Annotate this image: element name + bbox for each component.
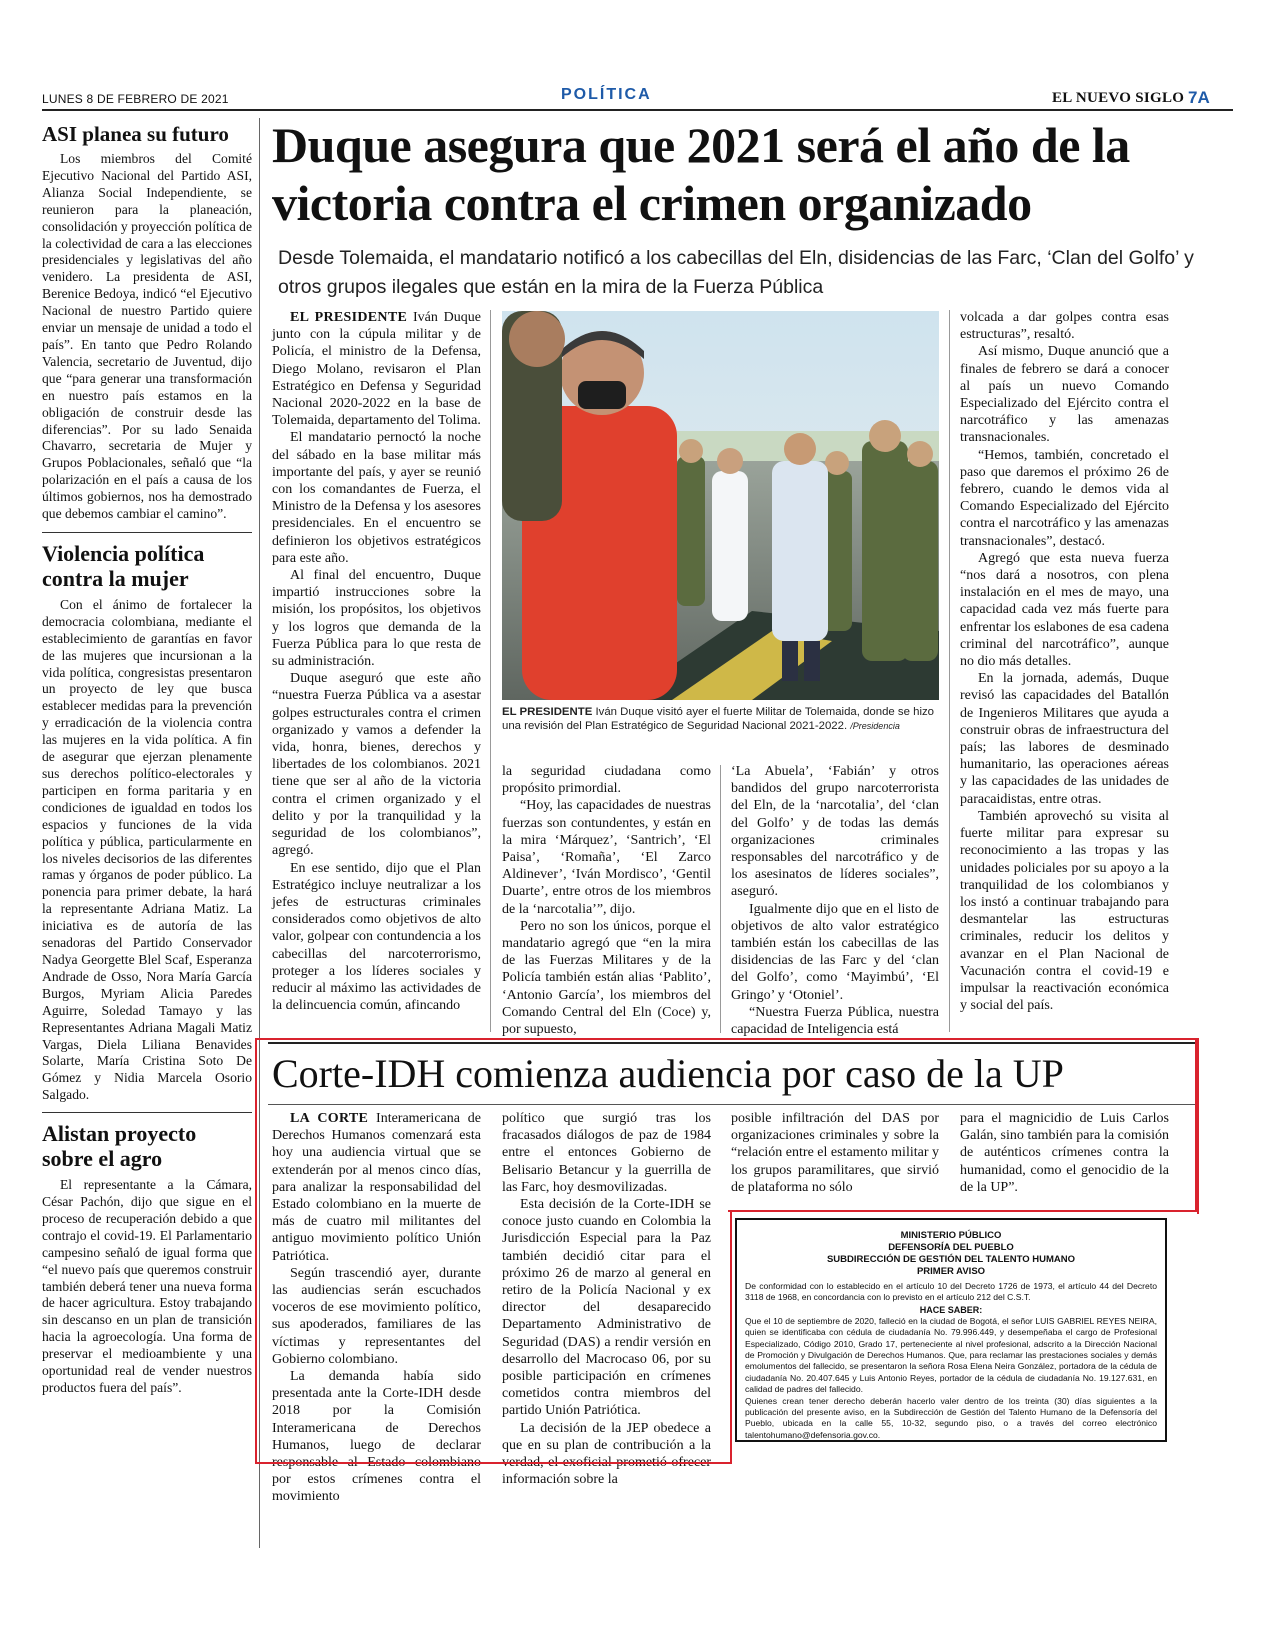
- photo-caption: [502, 705, 939, 733]
- second-col2-p2: Esta decisión de la Corte-IDH se conoce justo cuando en Colombia la Jurisdicción Especial para la Paz también decidió citar para el próximo 26 de marzo al general en retiro de la Policía Nacional y ex director del desaparecido Departamento Administrativo de Seguridad (DAS) a rendir versión en desarrollo del Macrocaso 06, por su posible participación en crímenes cometidos contra miembros del partido Unión Patriótica.: [502, 1197, 711, 1419]
- main-headline: Duque asegura que 2021 será el año de la victoria contra el crimen organizado: [272, 117, 1130, 231]
- highlight-box-right: [1195, 1038, 1197, 1212]
- notice-aviso: PRIMER AVISO: [916, 1266, 986, 1277]
- legal-notice: [735, 1218, 1167, 1442]
- header-date: LUNES 8 DE FEBRERO DE 2021: [42, 92, 229, 106]
- main-col1-p3: Al final del encuentro, Duque impartió instrucciones sobre la misión, los propósitos, los objetivos y los logros que demanda de la Fuerza Pública para lo que resta de su administración.: [272, 568, 481, 670]
- notice-subdireccion: SUBDIRECCIÓN DE GESTIÓN DEL TALENTO HUMANO: [826, 1254, 1076, 1265]
- main-col3-p3: “Nuestra Fuerza Pública, nuestra capacidad de Inteligencia está: [731, 1004, 939, 1038]
- sidebar-headline-violencia: Violencia política contra la mujer: [42, 540, 205, 591]
- notice-p2: Que el 10 de septiembre de 2020, falleció en la ciudad de Bogotá, el señor LUIS GABRIEL REYES NEIRA, quien se identificaba con cédula de ciudadanía No. 79.996.449, y desempeñaba el cargo de Profesional Especializado, Código 2010, Grado 17, perteneciente al nivel profesional, adscrito a la Dirección Nacional de Promoción y Divulgación de Derechos Humanos. Que, para reclamar las prestaciones sociales y demás emolumentos del fallecido, se presentaron la señora Rosa Elena Neira González, portadora de la cédula de ciudadanía No. 20.407.645 y Luis Antonio Reyes, portador de la cédula de ciudadanía No. 19.127.631, en calidad de padres del fallecido.: [745, 1315, 1157, 1395]
- main-col2-p2: “Hoy, las capacidades de nuestras fuerzas son contundentes, y están en la mira ‘Márquez’, ‘Santrich’, ‘El Paisa’, ‘Romaña’, ‘El Zarco Aldinever’, ‘Iván Mordisco’, ‘Gentil Duarte’, entre otros de los miembros de la ‘narcotalia’”, dijo.: [502, 798, 711, 917]
- sidebar-story-violencia-body: Con el ánimo de fortalecer la democracia colombiana, mediante el establecimiento de garantías en favor de las mujeres que incursionan a la vida política, congresistas presentaron un proyecto de ley que busca establecer medidas para la prevención y erradicación de la violencia contra las mujeres en la vida política. A fin de asegurar que ejerzan plenamente sus derechos político-electorales y participen en forma paritaria y en condiciones de igualdad en todos los espacios y funciones de la vida política y pública, particularmente en los niveles decisorios de las diferentes ramas y órganos de poder público. La ponencia para primer debate, la hará la representante Adriana Matiz. La iniciativa es de autoría de las senadoras del Partido Conservador Nadya Georgette Blel Scaf, Esperanza Andrade de Osso, Nora María García Burgos, Myriam Alicia Paredes Aguirre, Soledad Tamayo y las Representantes Adriana Magali Matiz Vargas, Diela Liliana Benavides Solarte, María Cristina Soto De Gómez y Nidia Marcela Osorio Salgado.: [42, 596, 252, 1103]
- main-column-1: [272, 309, 481, 1014]
- sidebar-divider: [42, 532, 252, 533]
- sidebar-story-asi-body: Los miembros del Comité Ejecutivo Nacional del Partido ASI, Alianza Social Independiente, se reunieron para la planeación, consolidación y proyección política de la colectividad de cara a las elecciones presidenciales y legislativas del año venidero. La presidenta de ASI, Berenice Bedoya, indicó “el Ejecutivo Nacional de nuestro Partido quiere enviar un mensaje de unidad a todo el país”. En tanto que Pedro Rolando Valencia, secretario de Juventud, dijo que “para generar una transformación en nuestro país estamos en la obligación de construir desde las diferencias”. Por su lado Senaida Chavarro, secretaria de Mujer y Grupos Poblacionales, señaló que “la polarización en el país a causa de los últimos gobiernos, nos ha demostrado que debemos cambiar el camino”.: [42, 151, 252, 522]
- column-rule: [490, 310, 491, 1032]
- main-col1-p1: Iván Duque junto con la cúpula militar y de Policía, el ministro de la Defensa, Diego Molano, revisaron el Plan Estratégico en Defensa y Seguridad Nacional 2020-2022 en la base de Tolemaida, departamento del Tolima.: [272, 310, 482, 429]
- main-col4-p1: volcada a dar golpes contra esas estructuras”, resaltó.: [960, 310, 1169, 343]
- main-lead-in: EL PRESIDENTE: [290, 310, 408, 325]
- second-col2-p1: político que surgió tras los fracasados diálogos de paz de 1984 entre el entonces Gobierno de Belisario Betancur y la guerrilla de las Farc, hoy desmovilizadas.: [502, 1111, 711, 1195]
- second-col1-p1: Interamericana de Derechos Humanos comenzará esta hoy una audiencia virtual que se extenderán por al menos cinco días, para analizar la responsabilidad del Estado colombiano en la muerte de más de cuatro mil militantes del antiguo movimiento político Unión Patriótica.: [272, 1111, 482, 1264]
- main-col1-p5: En ese sentido, dijo que el Plan Estratégico incluye neutralizar a los jefes de estructuras criminales considerados como objetivos de alto valor, golpear con contundencia a los cabecillas del narcoterrorismo, proteger a los líderes sociales y reducir al máximo las actividades de la delincuencia común, afincando: [272, 860, 481, 1014]
- main-col3-p1: ‘La Abuela’, ‘Fabián’ y otros bandidos del grupo narcoterrorista del Eln, de la ‘narcotalia’, del ‘clan del Golfo’ y de todas las demás organizaciones criminales responsables del narcotráfico y de los asesinatos de líderes sociales”, aseguró.: [731, 764, 939, 900]
- caption-credit: /Presidencia: [850, 721, 900, 732]
- column-rule: [949, 310, 950, 1032]
- main-col4-p4: Agregó que esta nueva fuerza “nos dará a nosotros, con plena instalación en el mes de mayo, una capacidad cada vez más fuerte para enfrentar los eslabones de esa cadena criminal del narcotráfico”, aunque no dio más detalles.: [960, 550, 1169, 670]
- main-col4-p6: También aprovechó su visita al fuerte militar para expresar su reconocimiento a las tropas y las unidades policiales por su apoyo a la tranquilidad de los colombianos y los instó a continuar trabajando para desmantelar las estructuras criminales, reducir los delitos y avanzar en el Plan Nacional de Vacunación contra el covid-19 e impulsar la reactivación económica y social del país.: [960, 808, 1169, 1014]
- sidebar: [42, 122, 252, 1397]
- sidebar-divider: [42, 1112, 252, 1113]
- main-col3-p2: Igualmente dijo que en el listo de objetivos de alto valor estratégico también están los cabecillas de las disidencias de las Farc y del ‘clan del Golfo’, como ‘Mayimbú’, ‘El Gringo’ y ‘Otoniel’.: [731, 901, 939, 1003]
- section-label: POLÍTICA: [561, 86, 652, 103]
- second-col4-p1: para el magnicidio de Luis Carlos Galán, sino también para la comisión de auténticos crímenes contra la humanidad, como el genocidio de la de la UP”.: [960, 1111, 1169, 1195]
- second-col2-p3: La decisión de la JEP obedece a que en su plan de contribución a la verdad, el exoficial prometió ofrecer información sobre la: [502, 1420, 711, 1488]
- page-number: 7A: [1188, 88, 1210, 107]
- second-col1-p3: La demanda había sido presentada ante la Corte-IDH desde 2018 por la Comisión Interamericana de Derechos Humanos, luego de declarar responsable al Estado colombiano por estos crímenes contra el movimiento: [272, 1369, 481, 1505]
- notice-ministerio: MINISTERIO PÚBLICO: [900, 1230, 1002, 1241]
- second-headline: Corte-IDH comienza audiencia por caso de la UP: [272, 1051, 1064, 1096]
- notice-p1: De conformidad con lo establecido en el artículo 10 del Decreto 1726 de 1973, el artículo 44 del Decreto 3118 de 1968, en concordancia con lo previsto en el artículo 212 del C.S.T.: [745, 1281, 1157, 1303]
- highlight-box-step: [728, 1210, 1197, 1212]
- caption-text: Iván Duque visitó ayer el fuerte Militar de Tolemaida, donde se hizo una revisión del Plan Estratégico de Seguridad Nacional 2021-2022.: [502, 706, 935, 733]
- highlight-box-top: [255, 1038, 1199, 1214]
- main-column-4: [960, 309, 1169, 1014]
- highlight-box-lower: [255, 1212, 732, 1464]
- caption-lead: EL PRESIDENTE: [502, 706, 593, 718]
- second-col3-p1: posible infiltración del DAS por organizaciones criminales y sobre la “relación entre el estamento militar y los grupos paramilitares, que sirvió de plataforma no sólo: [731, 1111, 939, 1195]
- main-col1-p2: El mandatario pernoctó la noche del sábado en la base militar más importante del país, y ayer se reunió con los comandantes de Fuerza, el Ministro de la Defensa y los asesores presidenciales. En el encuentro se definieron los objetivos estratégicos para este año.: [272, 430, 481, 566]
- main-column-3: [731, 763, 939, 1038]
- notice-hace-saber: HACE SABER:: [919, 1304, 983, 1315]
- sidebar-story-asi: [42, 151, 252, 523]
- notice-defensoria: DEFENSORÍA DEL PUEBLO: [888, 1242, 1014, 1253]
- main-col2-p1: la seguridad ciudadana como propósito primordial.: [502, 764, 711, 797]
- second-col1-p2: Según trascendió ayer, durante las audiencias serán escuchados voceros de ese movimiento político, sus apoderados, familiares de las víctimas y representantes del Gobierno colombiano.: [272, 1265, 481, 1367]
- notice-p3: Quienes crean tener derecho deberán hacerlo valer dentro de los treinta (30) días siguientes a la publicación del presente aviso, en la Subdirección de Gestión del Talento Humano de la Defensoría del Pueblo, ubicada en la calle 55, 10-32, segundo piso, o a través del correo electrónico talentohumano@defensoria.gov.co.: [745, 1395, 1157, 1440]
- news-photo: [502, 311, 939, 700]
- main-column-2: [502, 763, 711, 1038]
- sidebar-headline-asi: ASI planea su futuro: [42, 122, 229, 146]
- sidebar-story-agro-body: El representante a la Cámara, César Pachón, dijo que sigue en el proceso de recuperación debido a que contrajo el covid-19. El Parlamentario campesino señaló de igual forma que “el nuevo país que queremos construir también deberá tener una nueva forma de hacer agricultura. Estoy trabajando sin descanso en un plan de transición hacia la agroecología. Una forma de preservar el medioambiente y una oportunidad real de vender nuestros productos fuera del país”.: [42, 1177, 252, 1395]
- sidebar-story-violencia: [42, 597, 252, 1104]
- main-deck: Desde Tolemaida, el mandatario notificó a los cabecillas del Eln, disidencias de las Farc, ‘Clan del Golfo’ y otros grupos ilegales que están en la mira de la Fuerza Pública: [278, 247, 1194, 298]
- sidebar-story-agro: [42, 1177, 252, 1397]
- main-col4-p2: Así mismo, Duque anunció que a finales de febrero se dará a conocer al país un nuevo Comando Especializado del Ejército contra el narcotráfico y las amenazas transnacionales.: [960, 344, 1169, 446]
- masthead: EL NUEVO SIGLO: [1052, 90, 1185, 106]
- column-rule: [720, 765, 721, 1033]
- sidebar-headline-agro: Alistan proyecto sobre el agro: [42, 1121, 197, 1172]
- photo-illustration: [502, 311, 939, 700]
- header-rule: [42, 109, 1233, 111]
- main-col1-p4: Duque aseguró que este año “nuestra Fuerza Pública va a asestar golpes estructurales contra el crimen organizado y vamos a defender la vida, honra, bienes, derechos y libertades de los colombianos. 2021 tiene que ser al año de la victoria contra el crimen organizado y el delito y por la tranquilidad y la seguridad de los colombianos”, agregó.: [272, 671, 481, 859]
- main-col4-p5: En la jornada, además, Duque revisó las capacidades del Batallón de Ingenieros Militares que ayuda a construir obras de infraestructura del país; las labores de desminado humanitario, las operaciones aéreas y las capacidades de las unidades de paracaidistas, entre otras.: [960, 671, 1169, 807]
- main-col4-p3: “Hemos, también, concretado el paso que daremos el próximo 26 de febrero, cuando le demos vida al Comando Especializado del Ejército contra el narcotráfico y las amenazas transnacionales”, destacó.: [960, 447, 1169, 549]
- main-col2-p3: Pero no son los únicos, porque el mandatario agregó que “en la mira de las Fuerzas Militares y de la Policía también están alias ‘Pablito’, ‘Antonio García’, los miembros del Comando Central del Eln (Coce) y, por supuesto,: [502, 918, 711, 1038]
- second-lead-in: LA CORTE: [290, 1111, 369, 1126]
